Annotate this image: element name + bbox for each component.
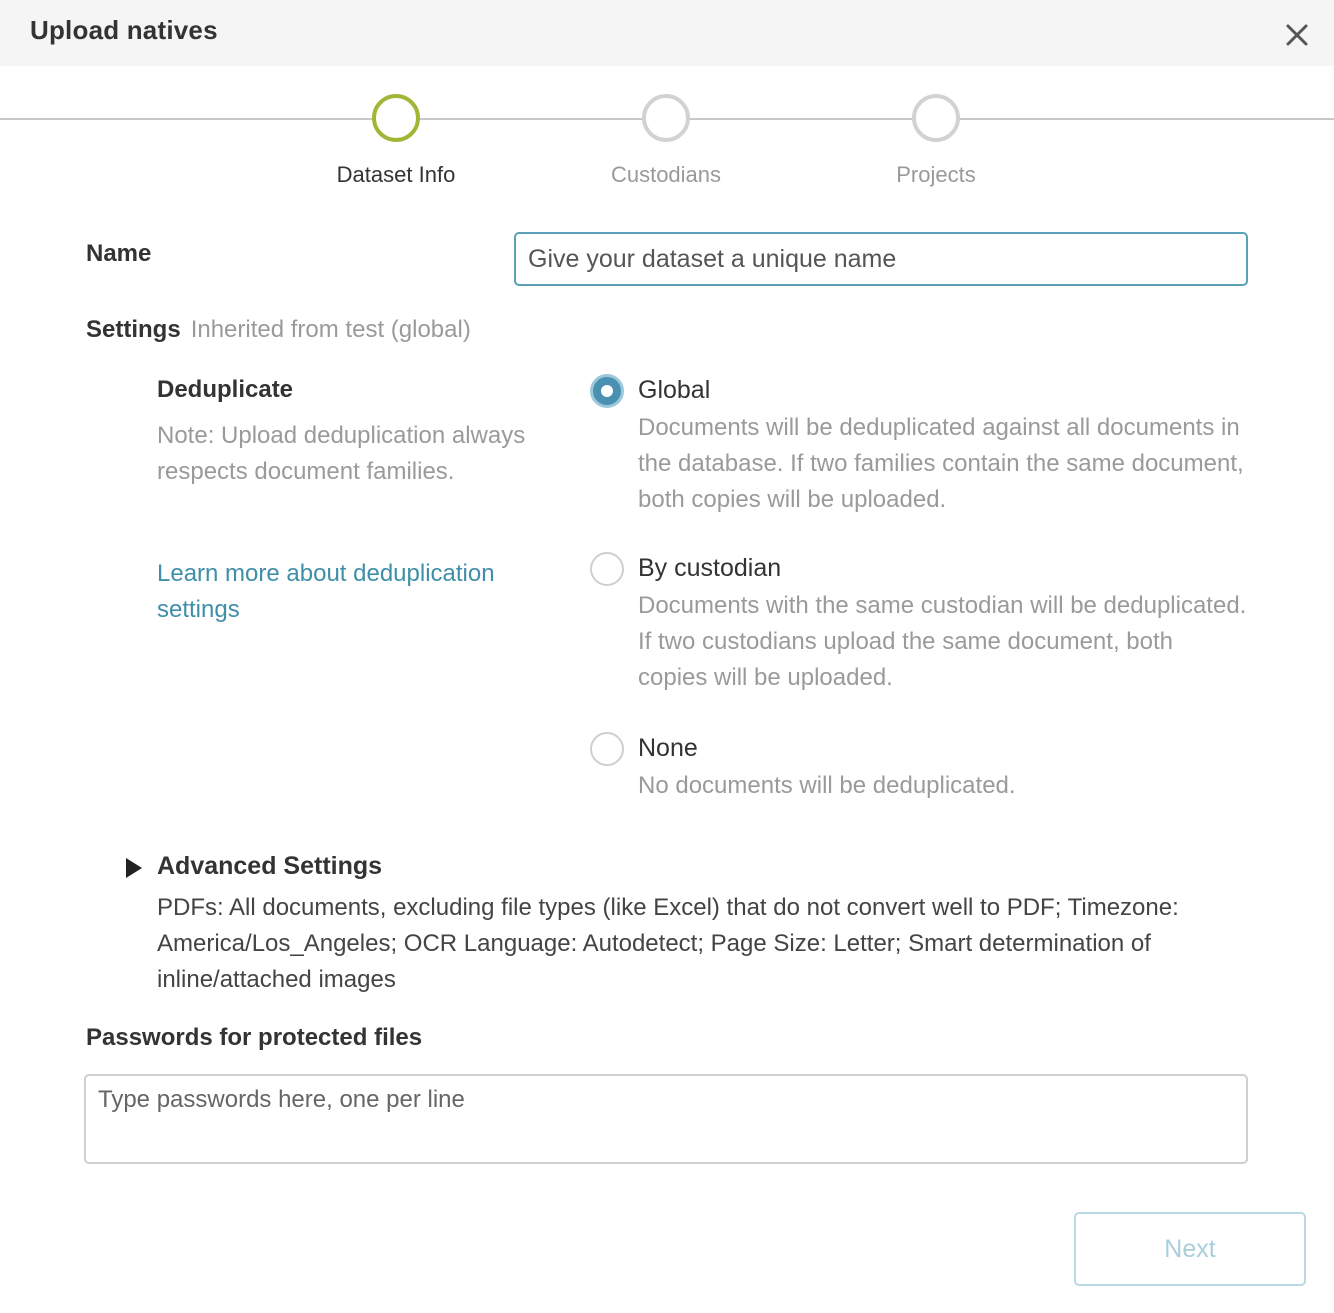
radio-button[interactable]: [590, 732, 624, 766]
step-projects: [836, 94, 1036, 194]
passwords-label: Passwords for protected files: [86, 1024, 423, 1051]
advanced-settings-title: Advanced Settings: [157, 852, 383, 880]
settings-header: [86, 316, 471, 344]
step-circle-icon: [912, 94, 960, 142]
passwords-textarea[interactable]: [84, 1074, 1248, 1164]
radio-label: By custodian: [638, 554, 782, 582]
next-button[interactable]: Next: [1074, 1212, 1306, 1286]
radio-label: None: [638, 734, 698, 762]
modal-header: [0, 0, 1334, 66]
radio-description: No documents will be deduplicated.: [638, 772, 1016, 799]
radio-button-selected[interactable]: [590, 374, 624, 408]
dataset-name-input[interactable]: [514, 232, 1248, 286]
learn-more-deduplication-link[interactable]: Learn more about deduplication settings: [157, 560, 495, 623]
step-label: Custodians: [610, 162, 722, 187]
deduplicate-title: Deduplicate: [157, 376, 294, 403]
advanced-settings-summary: PDFs: All documents, excluding file types (like Excel) that do not convert well to PDF; Timezone: America/Los_Angeles; OCR Language: Autodetect; Page Size: Letter; Smart determination of inline/attached images: [157, 894, 1179, 993]
settings-label: Settings: [86, 316, 181, 343]
settings-inherited-text: Inherited from test (global): [190, 316, 471, 343]
modal-title: Upload natives: [30, 15, 218, 45]
radio-button[interactable]: [590, 552, 624, 586]
caret-right-icon: [126, 858, 142, 878]
step-custodians: [566, 94, 766, 194]
step-circle-icon: [642, 94, 690, 142]
step-label: Projects: [896, 162, 976, 187]
step-dataset-info: [296, 94, 496, 194]
step-label: Dataset Info: [336, 162, 456, 187]
radio-description: Documents will be deduplicated against all documents in the database. If two families contain the same document, both copies will be uploaded.: [638, 414, 1244, 513]
step-circle-icon: [372, 94, 420, 142]
radio-label: Global: [638, 376, 711, 404]
deduplicate-note: Note: Upload deduplication always respects document families.: [157, 422, 526, 485]
radio-description: Documents with the same custodian will be deduplicated. If two custodians upload the same document, both copies will be uploaded.: [638, 592, 1247, 691]
name-label: Name: [86, 240, 152, 267]
close-button[interactable]: [1280, 18, 1314, 52]
close-icon: [1280, 18, 1314, 52]
